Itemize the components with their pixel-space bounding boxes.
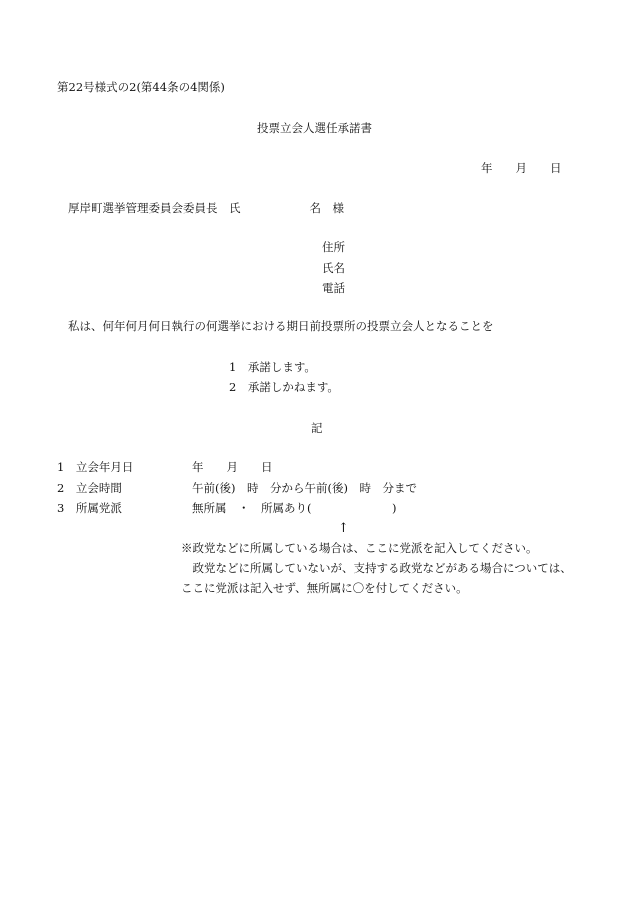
note-line-2: 政党などに所属していないが、支持する政党などがある場合については、	[181, 561, 572, 575]
arrow-up-icon: ↑	[338, 521, 349, 536]
item-label-party: 3 所属党派	[57, 501, 122, 515]
item-value-time: 午前(後) 時 分から午前(後) 時 分まで	[192, 481, 417, 495]
ki-heading: 記	[311, 421, 323, 435]
item-value-date: 年 月 日	[192, 460, 273, 474]
option-decline: 2 承諾しかねます。	[229, 380, 339, 394]
item-label-date: 1 立会年月日	[57, 460, 134, 474]
addressee: 厚岸町選挙管理委員会委員長 氏 名 様	[68, 201, 344, 215]
item-value-party: 無所属 ・ 所属あり( )	[192, 501, 397, 515]
document-title: 投票立会人選任承諾書	[257, 121, 372, 135]
name-label: 氏名	[322, 261, 345, 275]
note-line-3: ここに党派は記入せず、無所属に〇を付してください。	[181, 581, 468, 595]
option-accept: 1 承諾します。	[229, 360, 316, 374]
item-label-time: 2 立会時間	[57, 481, 122, 495]
form-number: 第22号様式の2(第44条の4関係)	[57, 80, 225, 94]
date-line: 年 月 日	[481, 161, 562, 175]
address-label: 住所	[322, 240, 345, 254]
note-line-1: ※政党などに所属している場合は、ここに党派を記入してください。	[181, 541, 538, 555]
body-text: 私は、何年何月何日執行の何選挙における期日前投票所の投票立会人となることを	[68, 319, 494, 333]
phone-label: 電話	[322, 281, 345, 295]
